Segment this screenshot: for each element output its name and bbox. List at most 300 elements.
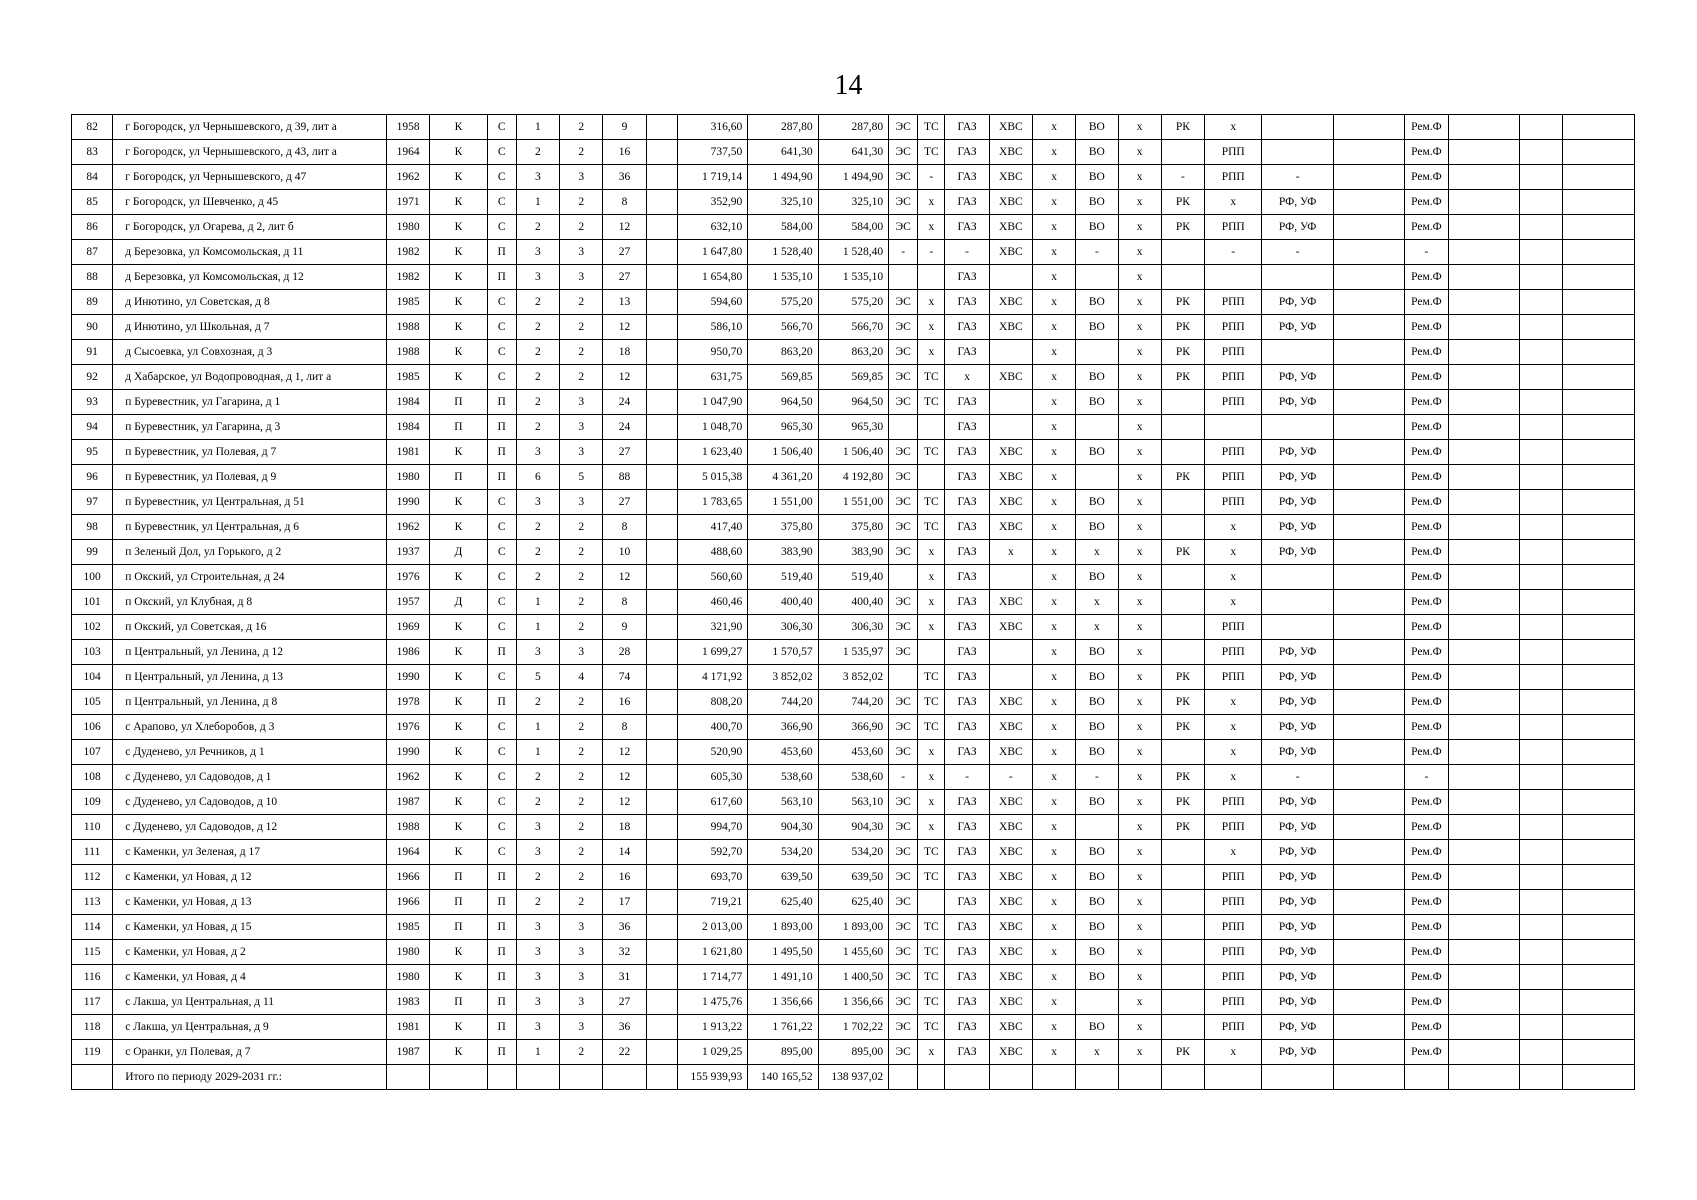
table-cell: 1981 (387, 440, 430, 465)
table-cell: 4 192,80 (818, 465, 888, 490)
table-cell: ТС (918, 665, 945, 690)
table-cell: РПП (1205, 965, 1262, 990)
table-cell: 3 (560, 240, 603, 265)
table-cell: ТС (918, 990, 945, 1015)
table-cell: х (1032, 865, 1075, 890)
table-cell: х (989, 540, 1032, 565)
table-cell: 1988 (387, 315, 430, 340)
table-cell: 2 (560, 540, 603, 565)
table-row (72, 940, 1635, 965)
address-cell: п Центральный, ул Ленина, д 13 (113, 665, 387, 690)
table-cell: 2 (516, 340, 559, 365)
table-cell: х (1118, 965, 1161, 990)
table-cell: 5 015,38 (677, 465, 747, 490)
table-cell: РПП (1205, 390, 1262, 415)
table-cell: ВО (1076, 640, 1118, 665)
table-cell: 2 (560, 365, 603, 390)
table-cell (1563, 840, 1635, 865)
row-number: 86 (72, 215, 113, 240)
table-cell: х (1076, 540, 1118, 565)
table-cell: РПП (1205, 990, 1262, 1015)
table-cell: 1957 (387, 590, 430, 615)
table-cell: ГАЗ (945, 890, 989, 915)
table-cell: 352,90 (677, 190, 747, 215)
table-cell: х (1118, 240, 1161, 265)
table-cell: 3 (560, 965, 603, 990)
table-cell (646, 215, 677, 240)
table-cell: ВО (1076, 140, 1118, 165)
table-cell: 12 (603, 565, 646, 590)
table-cell: 895,00 (748, 1040, 818, 1065)
table-cell (1563, 740, 1635, 765)
row-number: 101 (72, 590, 113, 615)
table-row (72, 315, 1635, 340)
table-cell: х (1032, 1015, 1075, 1040)
table-cell: 3 (516, 990, 559, 1015)
address-cell: с Лакша, ул Центральная, д 9 (113, 1015, 387, 1040)
table-cell: К (430, 965, 487, 990)
address-cell: г Богородск, ул Чернышевского, д 43, лит а (113, 140, 387, 165)
table-cell (646, 940, 677, 965)
table-cell: ЭС (889, 540, 918, 565)
table-cell (1333, 240, 1404, 265)
table-cell: х (1118, 915, 1161, 940)
table-cell (646, 440, 677, 465)
table-cell: К (430, 740, 487, 765)
table-cell: Д (430, 590, 487, 615)
table-cell (1333, 140, 1404, 165)
table-cell (889, 665, 918, 690)
table-cell (1161, 740, 1204, 765)
table-cell: ГАЗ (945, 665, 989, 690)
table-cell (1520, 440, 1563, 465)
table-cell: 27 (603, 990, 646, 1015)
table-cell: Рем.Ф (1405, 865, 1448, 890)
table-cell: 1 (516, 190, 559, 215)
table-cell: Рем.Ф (1405, 165, 1448, 190)
table-cell: ХВС (989, 115, 1032, 140)
table-cell (1563, 365, 1635, 390)
table-cell (646, 615, 677, 640)
table-cell (646, 765, 677, 790)
table-cell: 366,90 (748, 715, 818, 740)
table-cell: РФ, УФ (1262, 515, 1333, 540)
table-cell: ХВС (989, 840, 1032, 865)
table-cell: К (430, 1015, 487, 1040)
table-cell: 964,50 (748, 390, 818, 415)
row-number: 104 (72, 665, 113, 690)
table-row (72, 290, 1635, 315)
table-cell: х (1118, 140, 1161, 165)
address-cell: д Инютино, ул Школьная, д 7 (113, 315, 387, 340)
table-cell: 5 (560, 465, 603, 490)
table-cell: 2 (560, 715, 603, 740)
table-cell: П (487, 390, 516, 415)
table-cell: 306,30 (748, 615, 818, 640)
table-cell: К (430, 765, 487, 790)
row-number: 119 (72, 1040, 113, 1065)
table-cell (646, 990, 677, 1015)
table-cell (1076, 990, 1118, 1015)
table-cell: 808,20 (677, 690, 747, 715)
table-cell: 1 356,66 (818, 990, 888, 1015)
row-number: 110 (72, 815, 113, 840)
table-cell: х (1118, 115, 1161, 140)
table-cell: П (487, 265, 516, 290)
table-cell: Рем.Ф (1405, 1015, 1448, 1040)
table-cell: х (1118, 665, 1161, 690)
table-cell: 2 (516, 890, 559, 915)
table-cell: х (1118, 590, 1161, 615)
table-cell (1563, 265, 1635, 290)
table-cell (989, 640, 1032, 665)
table-cell: 994,70 (677, 815, 747, 840)
table-cell: 641,30 (818, 140, 888, 165)
table-row (72, 1040, 1635, 1065)
table-cell: ТС (918, 490, 945, 515)
table-cell: 12 (603, 740, 646, 765)
table-cell: 1990 (387, 665, 430, 690)
table-cell: - (889, 765, 918, 790)
table-cell (1563, 965, 1635, 990)
table-cell: 2 (516, 515, 559, 540)
table-cell: Рем.Ф (1405, 615, 1448, 640)
table-cell: 586,10 (677, 315, 747, 340)
table-cell: х (918, 790, 945, 815)
table-cell (1520, 715, 1563, 740)
table-cell: 625,40 (748, 890, 818, 915)
table-cell: 520,90 (677, 740, 747, 765)
table-cell (646, 840, 677, 865)
address-cell: п Окский, ул Строительная, д 24 (113, 565, 387, 590)
table-cell: 31 (603, 965, 646, 990)
address-cell: с Каменки, ул Новая, д 15 (113, 915, 387, 940)
row-number: 87 (72, 240, 113, 265)
table-cell: П (487, 1015, 516, 1040)
table-cell: х (1032, 290, 1075, 315)
table-cell (918, 415, 945, 440)
table-cell: РК (1161, 115, 1204, 140)
table-cell: 563,10 (748, 790, 818, 815)
table-cell (646, 490, 677, 515)
table-cell: ВО (1076, 665, 1118, 690)
table-cell: 737,50 (677, 140, 747, 165)
table-cell: 2 (516, 390, 559, 415)
table-cell: 1980 (387, 965, 430, 990)
table-cell: П (487, 965, 516, 990)
address-cell: п Буревестник, ул Центральная, д 6 (113, 515, 387, 540)
table-cell (1563, 640, 1635, 665)
table-cell (646, 665, 677, 690)
table-cell: ЭС (889, 1040, 918, 1065)
table-cell (1448, 640, 1519, 665)
table-cell: 863,20 (818, 340, 888, 365)
table-cell: 1 528,40 (748, 240, 818, 265)
table-cell: ЭС (889, 965, 918, 990)
table-row (72, 340, 1635, 365)
address-cell: с Каменки, ул Новая, д 2 (113, 940, 387, 965)
table-cell: ГАЗ (945, 215, 989, 240)
table-cell: ХВС (989, 365, 1032, 390)
table-cell: 639,50 (748, 865, 818, 890)
table-cell: С (487, 590, 516, 615)
table-cell (1205, 265, 1262, 290)
table-cell: 400,70 (677, 715, 747, 740)
table-cell (1333, 640, 1404, 665)
table-cell: х (1118, 890, 1161, 915)
table-cell: ЭС (889, 865, 918, 890)
table-cell (1520, 915, 1563, 940)
table-cell: 1 (516, 590, 559, 615)
table-cell: 9 (603, 115, 646, 140)
table-cell: х (918, 215, 945, 240)
table-cell: К (430, 665, 487, 690)
table-cell: 1988 (387, 340, 430, 365)
table-cell: х (1205, 765, 1262, 790)
table-cell: Рем.Ф (1405, 790, 1448, 815)
table-cell: РФ, УФ (1262, 315, 1333, 340)
table-cell: х (1118, 315, 1161, 340)
table-cell: 3 852,02 (748, 665, 818, 690)
table-cell (1448, 965, 1519, 990)
table-row (72, 390, 1635, 415)
table-cell: 6 (516, 465, 559, 490)
table-cell: 2 (560, 315, 603, 340)
housing-table (71, 114, 1635, 1090)
table-cell: х (1032, 940, 1075, 965)
table-cell (1520, 865, 1563, 890)
table-cell: 1990 (387, 490, 430, 515)
row-number: 109 (72, 790, 113, 815)
table-cell: ВО (1076, 865, 1118, 890)
table-cell: х (1076, 590, 1118, 615)
table-cell: Рем.Ф (1405, 690, 1448, 715)
table-cell: 2 (560, 290, 603, 315)
table-cell (1563, 1015, 1635, 1040)
table-cell: 8 (603, 715, 646, 740)
table-cell: К (430, 690, 487, 715)
table-cell: ВО (1076, 915, 1118, 940)
table-cell: 1 475,76 (677, 990, 747, 1015)
table-cell: П (487, 890, 516, 915)
table-cell: Рем.Ф (1405, 740, 1448, 765)
table-cell (989, 415, 1032, 440)
table-cell: х (1032, 690, 1075, 715)
table-cell: Рем.Ф (1405, 140, 1448, 165)
table-cell: 1958 (387, 115, 430, 140)
table-cell: Рем.Ф (1405, 390, 1448, 415)
table-cell (1563, 465, 1635, 490)
table-cell: ГАЗ (945, 865, 989, 890)
table-cell: ХВС (989, 715, 1032, 740)
table-cell: 3 (516, 965, 559, 990)
table-cell: Рем.Ф (1405, 965, 1448, 990)
table-cell: РФ, УФ (1262, 840, 1333, 865)
table-cell (1520, 690, 1563, 715)
table-cell: РПП (1205, 815, 1262, 840)
table-cell: 1 893,00 (818, 915, 888, 940)
table-cell (918, 265, 945, 290)
table-cell: ХВС (989, 165, 1032, 190)
table-row (72, 165, 1635, 190)
table-cell (1161, 890, 1204, 915)
table-cell: П (487, 690, 516, 715)
table-cell: ВО (1076, 690, 1118, 715)
table-cell: ТС (918, 140, 945, 165)
table-cell: ГАЗ (945, 290, 989, 315)
table-cell: х (1118, 340, 1161, 365)
table-cell: 1 506,40 (748, 440, 818, 465)
table-cell: 1 029,25 (677, 1040, 747, 1065)
table-cell: П (487, 640, 516, 665)
table-cell: ЭС (889, 590, 918, 615)
table-cell (1333, 590, 1404, 615)
table-cell: 36 (603, 165, 646, 190)
table-cell: 1985 (387, 365, 430, 390)
address-cell: п Окский, ул Клубная, д 8 (113, 590, 387, 615)
table-cell: ЭС (889, 990, 918, 1015)
table-cell: РФ, УФ (1262, 740, 1333, 765)
table-cell (1333, 615, 1404, 640)
table-row (72, 115, 1635, 140)
table-cell: 88 (603, 465, 646, 490)
table-cell: ГАЗ (945, 140, 989, 165)
table-cell: С (487, 365, 516, 390)
table-cell: РК (1161, 1040, 1204, 1065)
table-cell: ХВС (989, 140, 1032, 165)
table-cell: ГАЗ (945, 340, 989, 365)
table-cell: х (1032, 765, 1075, 790)
table-cell: РПП (1205, 465, 1262, 490)
table-cell: ХВС (989, 740, 1032, 765)
table-cell: П (430, 890, 487, 915)
table-body (72, 115, 1635, 1065)
table-cell: РПП (1205, 890, 1262, 915)
table-cell: 534,20 (818, 840, 888, 865)
table-cell: 2 (560, 340, 603, 365)
table-cell: 3 (560, 415, 603, 440)
table-cell: ВО (1076, 440, 1118, 465)
table-cell: 1 400,50 (818, 965, 888, 990)
table-cell: 2 (516, 365, 559, 390)
table-cell: ХВС (989, 940, 1032, 965)
table-cell: К (430, 315, 487, 340)
table-cell: ЭС (889, 940, 918, 965)
table-cell (1520, 640, 1563, 665)
table-cell: 460,46 (677, 590, 747, 615)
table-cell: х (1205, 190, 1262, 215)
table-cell (1333, 190, 1404, 215)
table-cell (1161, 640, 1204, 665)
table-cell (646, 190, 677, 215)
table-cell (646, 640, 677, 665)
table-cell: РФ, УФ (1262, 865, 1333, 890)
table-cell (1448, 690, 1519, 715)
table-cell: ВО (1076, 1015, 1118, 1040)
table-cell: х (918, 540, 945, 565)
table-cell: Рем.Ф (1405, 415, 1448, 440)
table-cell: 1 714,77 (677, 965, 747, 990)
table-cell: ЭС (889, 915, 918, 940)
table-cell: П (487, 415, 516, 440)
row-number: 117 (72, 990, 113, 1015)
table-cell (1563, 665, 1635, 690)
table-cell: К (430, 190, 487, 215)
table-cell: 1 913,22 (677, 1015, 747, 1040)
table-cell: К (430, 815, 487, 840)
table-cell (646, 915, 677, 940)
table-cell: х (918, 290, 945, 315)
table-row (72, 690, 1635, 715)
table-cell: П (430, 465, 487, 490)
table-cell (1448, 840, 1519, 865)
table-cell: Рем.Ф (1405, 915, 1448, 940)
table-cell: 560,60 (677, 565, 747, 590)
table-cell: С (487, 740, 516, 765)
table-cell: 1964 (387, 840, 430, 865)
table-cell: х (1076, 1040, 1118, 1065)
row-number: 100 (72, 565, 113, 590)
table-cell: х (1205, 840, 1262, 865)
table-cell (1563, 865, 1635, 890)
table-cell: х (1032, 115, 1075, 140)
table-cell: ГАЗ (945, 640, 989, 665)
table-cell: х (1118, 1015, 1161, 1040)
table-cell: 1 551,00 (818, 490, 888, 515)
table-cell: 3 (516, 440, 559, 465)
table-cell (918, 640, 945, 665)
table-cell: 383,90 (818, 540, 888, 565)
table-cell: х (1118, 440, 1161, 465)
table-cell: С (487, 215, 516, 240)
table-cell (1563, 415, 1635, 440)
table-cell: Рем.Ф (1405, 365, 1448, 390)
table-cell (1448, 590, 1519, 615)
table-cell (646, 1015, 677, 1040)
table-cell: х (1118, 640, 1161, 665)
table-cell: 965,30 (818, 415, 888, 440)
table-row (72, 540, 1635, 565)
table-cell: 1 (516, 715, 559, 740)
table-cell: РФ, УФ (1262, 215, 1333, 240)
table-cell: ВО (1076, 215, 1118, 240)
table-cell: П (430, 415, 487, 440)
table-cell (1520, 665, 1563, 690)
table-cell (1448, 390, 1519, 415)
table-cell: 9 (603, 615, 646, 640)
table-cell: К (430, 115, 487, 140)
table-cell: К (430, 565, 487, 590)
table-cell (1161, 490, 1204, 515)
table-cell: х (918, 765, 945, 790)
table-cell (1333, 915, 1404, 940)
table-cell (1448, 790, 1519, 815)
table-cell: К (430, 440, 487, 465)
table-cell (1333, 690, 1404, 715)
table-row (72, 990, 1635, 1015)
table-cell: 1 (516, 615, 559, 640)
table-cell: 1962 (387, 515, 430, 540)
table-cell: ВО (1076, 290, 1118, 315)
table-cell: РК (1161, 690, 1204, 715)
table-cell: РПП (1205, 865, 1262, 890)
table-cell: РПП (1205, 215, 1262, 240)
table-row (72, 465, 1635, 490)
table-cell: 1 647,80 (677, 240, 747, 265)
row-number: 85 (72, 190, 113, 215)
table-cell: ХВС (989, 465, 1032, 490)
table-cell (646, 290, 677, 315)
